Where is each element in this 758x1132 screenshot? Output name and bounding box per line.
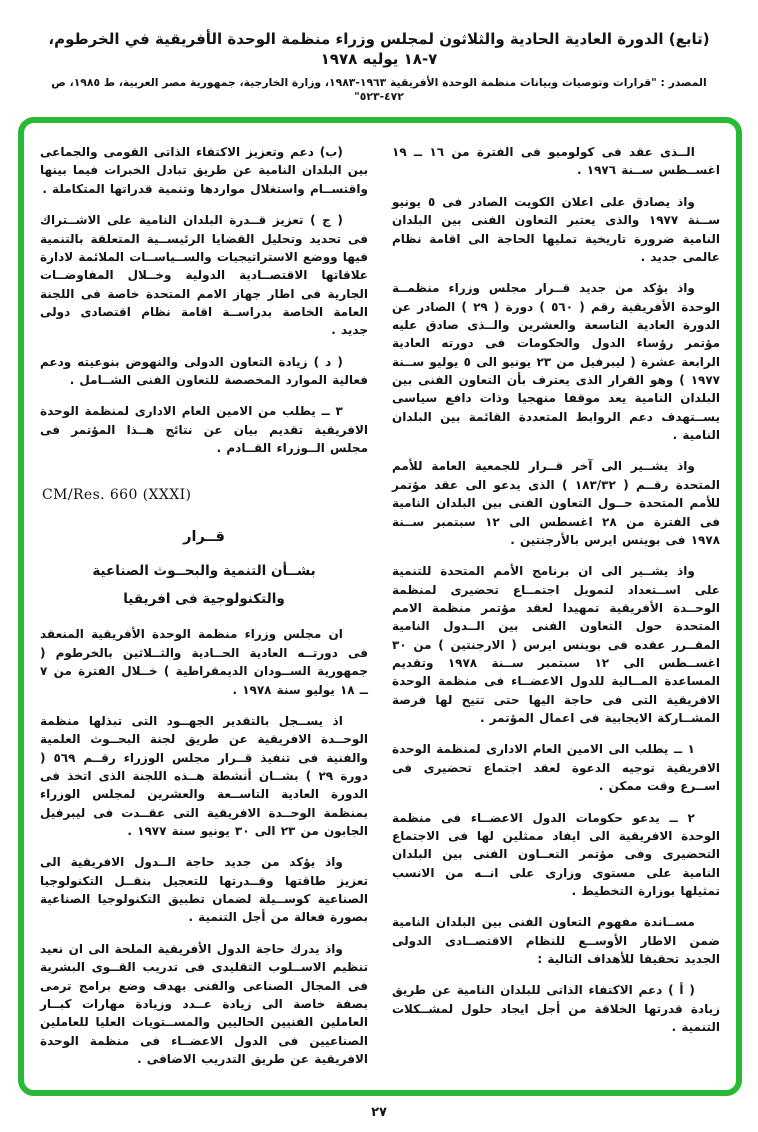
page-footer bbox=[0, 1096, 758, 1132]
two-column-text-block bbox=[40, 143, 720, 1068]
paragraph: واذ يؤكد من جديد قــرار مجلس وزراء منظمــة الوحدة الأفريقية رقم ( ٥٦٠ ) دورة ( ٢٩ ) الصادر عن الدورة العادية التاسعة والعشرين والــذى صادق عليه مؤتمر رؤساء الدول والحكومات فى دورته العادية الرابعة عشرة ( ليبرفيل من ٢٣ يونيو الى ٥ يوليو ســنة ١٩٧٧ ) وهو القرار الذى يعترف بأن التعاون الفنى بين البلدان النامية يعد موقفا منهجيا وذات دافع سياسى يســتهدف دعم الروابط المتعددة القائمة بين البلدان النامية . bbox=[392, 281, 721, 443]
paragraph: واذ يشــير الى ان برنامج الأمم المتحدة للتنمية على اســتعداد لتمويل اجتمــاع تحضيرى لمنظمة الوحــدة الأفريقية تمهيدا لعقد مؤتمر منظمة الامم المتحدة حول التعاون الفنى بين الــدول النامية المقــرر عقده فى بوينس ايرس ( الارجنتين ) من ٣٠ اغســطس الى ١٢ سبتمبر ســنة ١٩٧٨ وتقديم المساعدة المــالية للدول الاعضــاء فى منظمة الوحدة الافريقية التى فى حاجة اليها حتى تتيح لها فرصة المشــاركة الايجابية فى اعمال المؤتمر . bbox=[392, 564, 720, 726]
lettered-clause-j: ( ج ) تعزيز قــدرة البلدان النامية على الاشــتراك فى تحديد وتحليل القضايا الرئيســية المتعلقة بالتنمية فيها ووضع الاستراتيجيات والســياســات الملائمة لادارة علاقاتها الاقتصــادية الدولية وخــلال المفاوضــات الجارية فى اطار جهاز الامم المتحدة خاصة فى اللجنة العامة الخاصة بدراســة اقامة نظام اقتصادى دولى جديد . bbox=[40, 213, 368, 338]
column-left bbox=[40, 143, 368, 1068]
paragraph: ان مجلس وزراء منظمة الوحدة الأفريقية المنعقد فى دورتــه العادية الحــادية والثــلاثين بالخرطوم ( جمهورية الســودان الديمقراطية ) خــلال الفترة من ٧ ــ ١٨ يوليو سنة ١٩٧٨ . bbox=[40, 627, 368, 697]
paragraph: مســاندة مفهوم التعاون الفنى بين البلدان النامية ضمن الاطار الأوســع للنظام الاقتصــادى الدولى الجديد تحقيقا للأهداف التالية : bbox=[392, 915, 720, 967]
lettered-clause-b: (ب) دعم وتعزيز الاكتفاء الذاتى القومى والجماعى بين البلدان النامية عن طريق تبادل الخبرات فيما بينها واقتســام واستغلال مواردها وتنمية قدراتها المتكاملة . bbox=[40, 145, 368, 196]
lettered-clause-a: ( أ ) دعم الاكتفاء الذاتى للبلدان النامية عن طريق زيادة قدرتها الخلاقة من أجل ايجاد حلول لمشــكلات التنمية . bbox=[392, 983, 720, 1035]
page-header bbox=[0, 0, 758, 104]
paragraph: اذ يســجل بالتقدير الجهــود التى تبذلها منظمة الوحــدة الافريقية عن طريق لجنة البحــوث العلمية والفنية فى تنفيذ قــرار مجلس الوزراء رقــم ٥٦٩ ( دورة ٢٩ ) بشــان أنشطة هــذه اللجنة الذى اتخذ فى الدورة العادية التاســعة والعشرين لمجلس الوزراء بمنظمة الوحــدة الافريقية التى عقــدت فى ليبرفيل الجابون من ٢٣ الى ٣٠ يونيو سنة ١٩٧٧ . bbox=[40, 713, 368, 839]
page-number: ٢٧ bbox=[371, 1105, 387, 1121]
resolution-heading-subject-line1: بشــأن التنمية والبحــوث الصناعية bbox=[92, 563, 316, 580]
paragraph: واذ يدرك حاجة الدول الأفريقية الملحة الى ان نعيد تنظيم الاســلوب التقليدى فى تدريب القــوى البشرية فى المجال الصناعى والفنى بهدف وضع برامج ترمى بصفة خاصة الى زيادة عــدد وزيادة مهارات كبــار العاملين الفنيين الحاليين والمســتويات العليا للعاملين الصناعيين فى الدول الاعضــاء فى منظمة الوحدة الافريقية عن طريق التدريب الاضافى . bbox=[40, 941, 368, 1066]
paragraph: الــذى عقد فى كولومبو فى الفترة من ١٦ ــ ١٩ اغســطس ســنة ١٩٧٦ . bbox=[392, 145, 720, 178]
paragraph: واذ يصادق على اعلان الكويت الصادر فى ٥ يونيو ســنة ١٩٧٧ والذى يعتبر التعاون الفنى بين البلدان النامية ضرورة تاريخية تمليها الحاجة الى اقامة نظام عالمى جديد . bbox=[392, 194, 720, 264]
header-title: (تابع) الدورة العادية الحادية والثلاثون لمجلس وزراء منظمة الوحدة الأفريقية في الخرطوم، ٧-١٨ يوليه ١٩٧٨ bbox=[48, 30, 710, 68]
paragraph: واذ يشــير الى آخر قــرار للجمعية العامة للأمم المتحدة رقــم ( ١٨٣/٣٢ ) الذى يدعو الى عقد مؤتمر للأمم المتحدة حــول التعاون الفنى بين البلدان النامية فى الفترة من ٢٨ اغسطس الى ١٢ سبتمبر ســنة ١٩٧٨ فى بوينس ايرس بالأرجنتين . bbox=[392, 459, 720, 547]
numbered-clause-2: ٢ ــ يدعو حكومات الدول الاعضــاء فى منظمة الوحدة الافريقية الى ايفاد ممثلين لها فى الاجتماع التحضيرى وفى مؤتمر التعــاون الفنى بين البلدان النامية على مستوى وزارى على انــه من الانسب تمثيلها بوزارة التخطيط . bbox=[392, 810, 720, 898]
lettered-clause-d: ( د ) زيادة التعاون الدولى والنهوض بنوعيته ودعم فعالية الموارد المخصصة للتعاون الفنى الشــامل . bbox=[40, 354, 368, 388]
resolution-heading-word: قــرار bbox=[183, 529, 225, 546]
header-source-citation: المصدر : "قرارات وتوصيات وبيانات منظمة الوحدة الأفريقية ١٩٦٣-١٩٨٣، وزارة الخارجية، جمهورية مصر العربية، ط ١٩٨٥، ص ٤٧٢-٥٢٣" bbox=[51, 76, 707, 104]
numbered-clause-3: ٣ ــ يطلب من الامين العام الادارى لمنظمة الوحدة الافريقية تقديم بيان عن نتائج هــذا المؤتمر فى مجلس الــوزراء القــادم . bbox=[40, 404, 368, 456]
resolution-reference: CM/Res. 660 (XXXI) bbox=[42, 487, 192, 504]
green-border-frame bbox=[18, 117, 742, 1096]
resolution-heading-subject-line2: والتكنولوجية فى افريقيا bbox=[123, 591, 285, 608]
paragraph: واذ يؤكد من جديد حاجة الــدول الافريقية الى تعزيز طاقتها وقــدرتها للتعجيل بنقــل التكنولوجيا الصناعية كوســيلة لضمان تطبيق التكنولوجيا الصناعية بصورة فعالة من أجل التنمية . bbox=[40, 855, 368, 925]
column-right bbox=[392, 143, 720, 1068]
numbered-clause-1: ١ ــ يطلب الى الامين العام الادارى لمنظمة الوحدة الافريقية توجيه الدعوة لعقد اجتماع تحضيرى فى اســرع وقت ممكن . bbox=[392, 742, 720, 794]
